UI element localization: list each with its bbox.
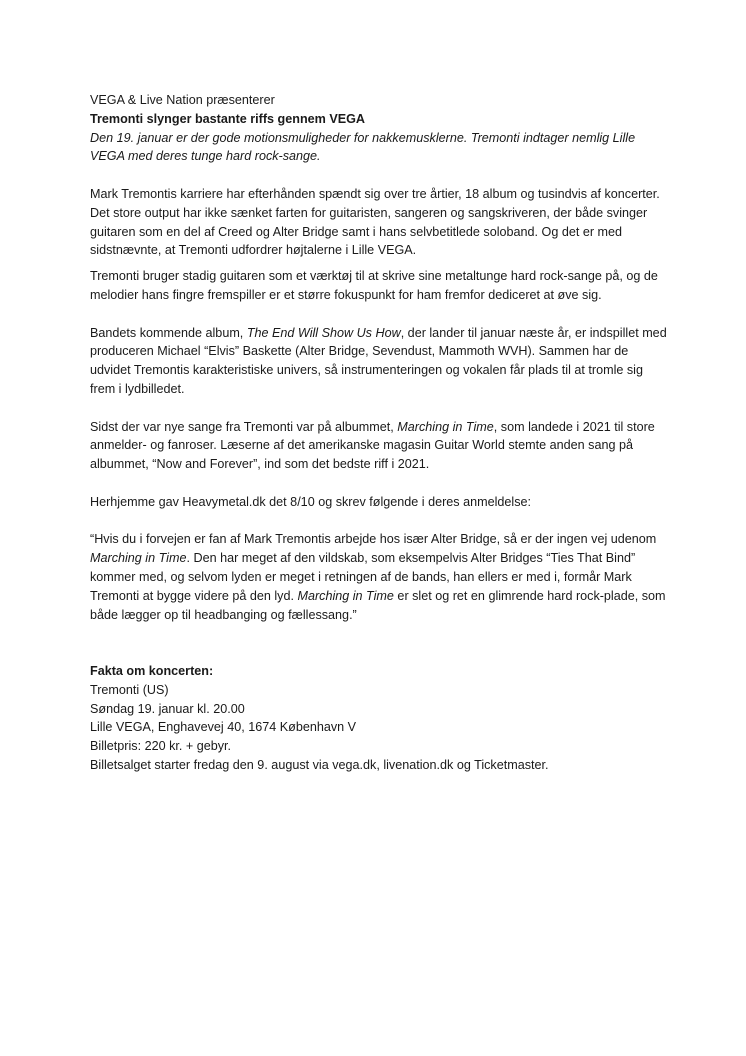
- text-segment: , som landede i 2021 til store anmelder- og fanroser. Læserne af det amerikanske magasin Guitar World stemte anden sang på albummet, “Now and Forever”, ind som det bedste riff i 2021.: [90, 419, 655, 472]
- album-title: Marching in Time: [297, 588, 394, 603]
- facts-heading: Fakta om koncerten:: [90, 663, 214, 678]
- album-title: Marching in Time: [90, 551, 187, 566]
- text-segment: Sidst der var nye sange fra Tremonti var på albummet,: [90, 419, 398, 434]
- press-release: [90, 91, 670, 775]
- subheadline: Den 19. januar er der gode motionsmuligheder for nakkemusklerne. Tremonti indtager nemlig Lille VEGA med deres tunge hard rock-sange.: [90, 130, 636, 164]
- facts-artist: Tremonti (US): [90, 682, 169, 697]
- text-segment: “Hvis du i forvejen er fan af Mark Tremontis arbejde hos især Alter Bridge, så er der ingen vej udenom: [90, 532, 657, 547]
- text-segment: . Den har meget af den vildskab, som eksempelvis Alter Bridges “Ties That Bind” kommer med, og selvom lyden er meget i retningen af de bands, han ellers er med i, formår Mark Tremonti at bygge videre på den lyd.: [90, 551, 636, 603]
- paragraph-career: Mark Tremontis karriere har efterhånden spændt sig over tre årtier, 18 album og tusindvis af koncerter. Det store output har ikke sænket farten for guitaristen, sangeren og sangskriveren, der både svinger guitaren som en del af Creed og Alter Bridge samt i hans selvbetitlede soloband. Og det er med sidstnævnte, at Tremonti udfordrer højtalerne i Lille VEGA.: [90, 186, 660, 258]
- album-title: The End Will Show Us How: [246, 325, 401, 340]
- text-segment: er slet og ret en glimrende hard rock-plade, som både lægger op til headbanging og fællessang.”: [90, 588, 666, 622]
- album-title: Marching in Time: [397, 419, 494, 434]
- text-segment: Bandets kommende album,: [90, 325, 247, 340]
- paragraph-guitar: Tremonti bruger stadig guitaren som et værktøj til at skrive sine metaltunge hard rock-sange på, og de melodier hans fingre fremspiller er et større fokuspunkt for ham fremfor dediceret at øve sig.: [90, 269, 658, 302]
- facts-price: Billetpris: 220 kr. + gebyr.: [90, 739, 232, 754]
- facts-date: Søndag 19. januar kl. 20.00: [90, 701, 245, 716]
- paragraph-previous-album: [90, 418, 670, 474]
- review-quote: [90, 530, 670, 624]
- headline: Tremonti slynger bastante riffs gennem VEGA: [90, 111, 366, 126]
- facts-ticket-sale: Billetsalget starter fredag den 9. august via vega.dk, livenation.dk og Ticketmaster.: [90, 757, 549, 772]
- text-segment: , der lander til januar næste år, er indspillet med produceren Michael “Elvis” Baskette (Alter Bridge, Sevendust, Mammoth WVH). Sammen har de udvidet Tremontis karakteristiske univers, så instrumenteringen og vokalen får plads til at tromle sig frem i lydbilledet.: [90, 325, 667, 396]
- paragraph-review-intro: Herhjemme gav Heavymetal.dk det 8/10 og skrev følgende i deres anmeldelse:: [90, 494, 532, 509]
- presenter-line: VEGA & Live Nation præsenterer: [90, 93, 275, 107]
- facts-venue: Lille VEGA, Enghavevej 40, 1674 København V: [90, 720, 357, 735]
- paragraph-new-album: [90, 324, 670, 399]
